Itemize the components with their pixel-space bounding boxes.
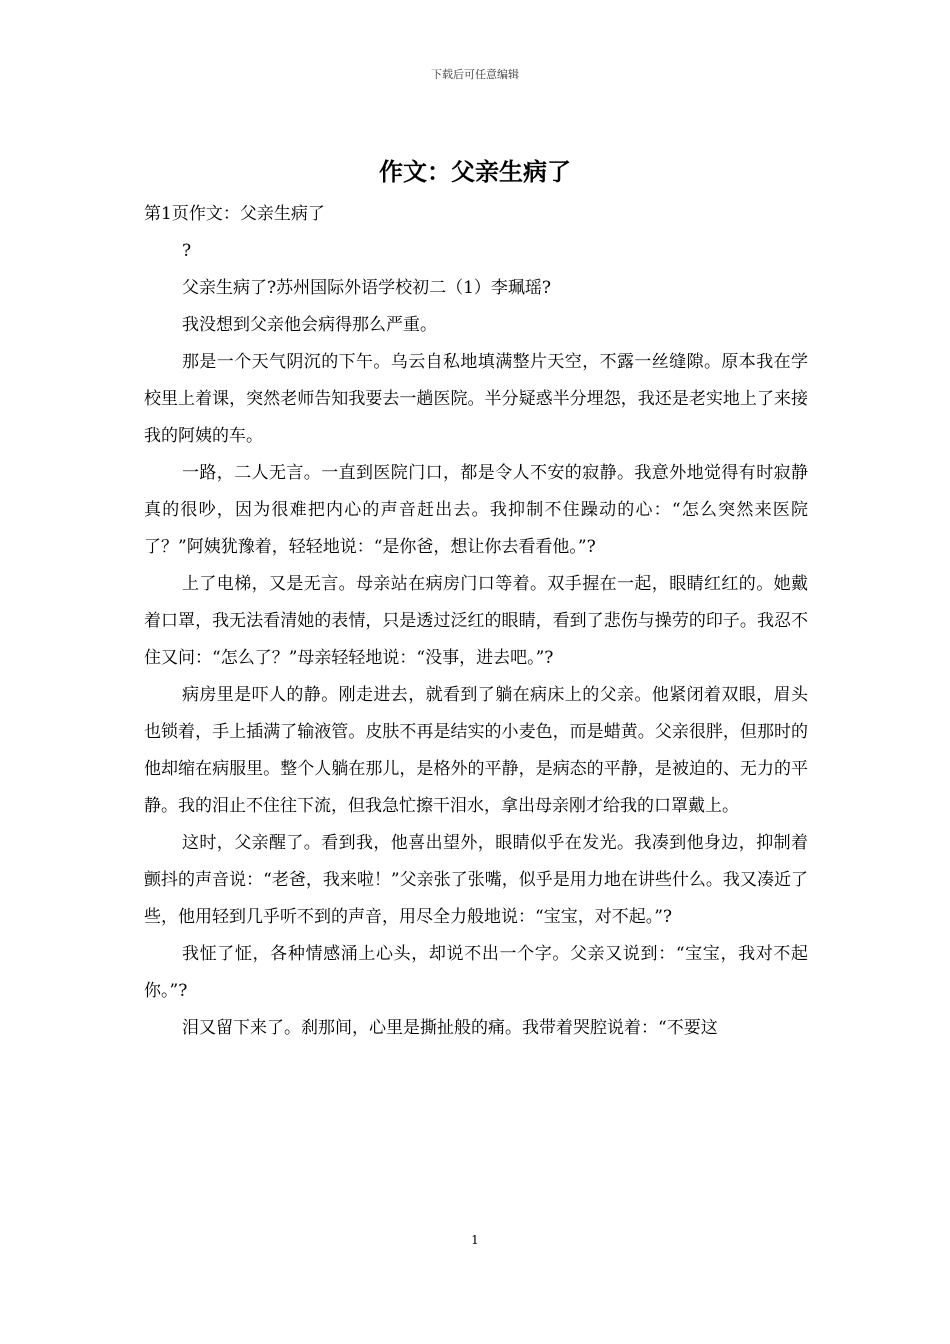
paragraph: 病房里是吓人的静。刚走进去，就看到了躺在病床上的父亲。他紧闭着双眼，眉头也锁着，手上插满了输液管。皮肤不再是结实的小麦色，而是蜡黄。父亲很胖，但那时的他却缩在病服里。整个人躺在那儿，是格外的平静，是病态的平静，是被迫的、无力的平静。我的泪止不住往下流，但我急忙擦干泪水，拿出母亲刚才给我的口罩戴上。	[144, 685, 808, 816]
paragraph: 第1页作文：父亲生病了	[144, 204, 325, 224]
paragraph: 泪又留下来了。刹那间，心里是撕扯般的痛。我带着哭腔说着：“不要这	[182, 1018, 718, 1038]
paragraph: 我没想到父亲他会病得那么严重。	[182, 315, 437, 335]
paragraph: 那是一个天气阴沉的下午。乌云自私地填满整片天空，不露一丝缝隙。原本我在学校里上着课，突然老师告知我要去一趟医院。半分疑惑半分埋怨，我还是老实地上了来接我的阿姨的车。	[144, 352, 808, 446]
page-number: 1	[471, 1233, 479, 1247]
paragraph: 我怔了怔，各种情感涌上心头，却说不出一个字。父亲又说到：“宝宝，我对不起你。”?	[144, 944, 808, 1001]
document-body	[144, 196, 808, 1047]
paragraph: 上了电梯，又是无言。母亲站在病房门口等着。双手握在一起，眼睛红红的。她戴着口罩，我无法看清她的表情，只是透过泛红的眼睛，看到了悲伤与操劳的印子。我忍不住又问：“怎么了？”母亲轻轻地说：“没事，进去吧。”?	[144, 574, 808, 668]
paragraph: 一路，二人无言。一直到医院门口，都是令人不安的寂静。我意外地觉得有时寂静真的很吵，因为很难把内心的声音赶出去。我抑制不住躁动的心：“怎么突然来医院了？”阿姨犹豫着，轻轻地说：“是你爸，想让你去看看他。”?	[144, 463, 808, 557]
paragraph: 父亲生病了?苏州国际外语学校初二（1）李珮瑶?	[182, 278, 552, 298]
paragraph: 这时，父亲醒了。看到我，他喜出望外，眼睛似乎在发光。我凑到他身边，抑制着颤抖的声音说：“老爸，我来啦！”父亲张了张嘴，似乎是用力地在讲些什么。我又凑近了些，他用轻到几乎听不到的声音，用尽全力般地说：“宝宝，对不起。”?	[144, 833, 808, 927]
paragraph: ?	[182, 241, 192, 261]
header-note: 下载后可任意编辑	[431, 68, 519, 81]
document-title: 作文：父亲生病了	[379, 157, 571, 186]
